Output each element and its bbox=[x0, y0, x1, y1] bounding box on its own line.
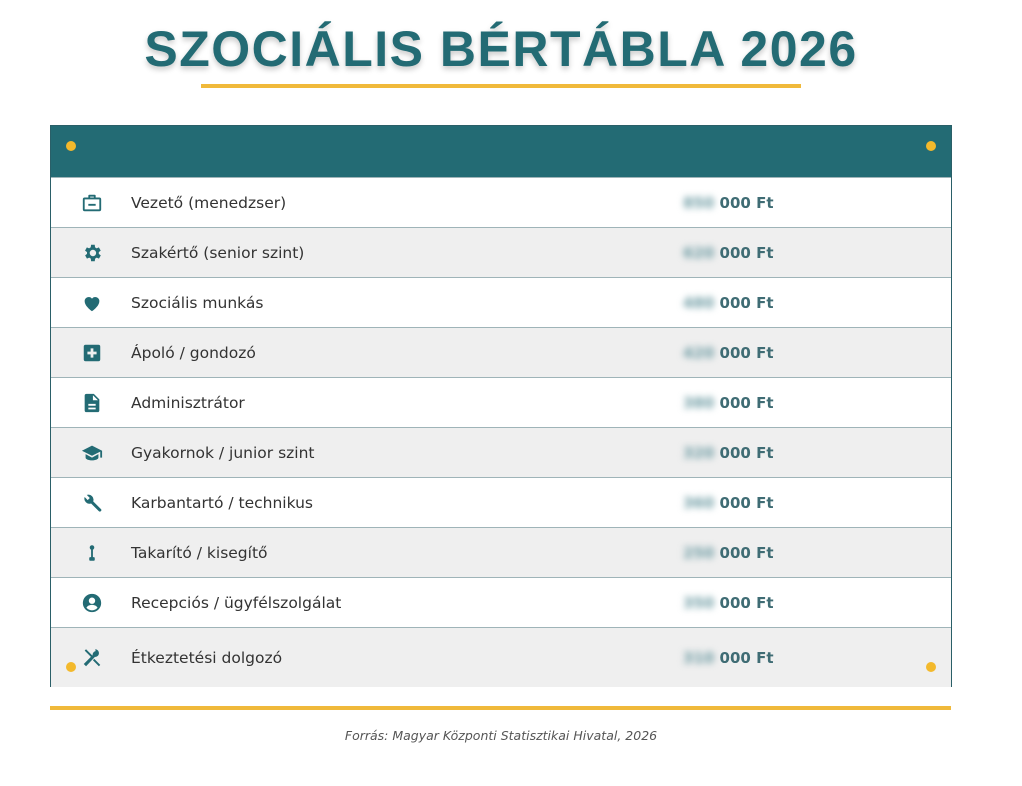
wrench-icon bbox=[51, 492, 131, 514]
table-row bbox=[51, 627, 951, 687]
briefcase-icon bbox=[51, 192, 131, 214]
page-title: SZOCIÁLIS BÉRTÁBLA 2026 bbox=[144, 21, 858, 77]
heart-icon bbox=[51, 292, 131, 314]
row-salary: 620 000 Ft bbox=[683, 243, 774, 262]
utensils-icon bbox=[51, 647, 131, 669]
decorative-dot bbox=[66, 662, 76, 672]
graduation-cap-icon bbox=[51, 442, 131, 464]
salary-table bbox=[50, 125, 952, 687]
row-label: Karbantartó / technikus bbox=[131, 493, 313, 512]
title-underline bbox=[201, 84, 801, 88]
footer-divider bbox=[50, 706, 951, 710]
row-salary: 420 000 Ft bbox=[683, 343, 774, 362]
row-label: Recepciós / ügyfélszolgálat bbox=[131, 593, 342, 612]
row-salary: 310 000 Ft bbox=[683, 648, 774, 667]
table-row bbox=[51, 177, 951, 227]
table-header bbox=[51, 126, 951, 177]
decorative-dot bbox=[66, 141, 76, 151]
row-label: Vezető (menedzser) bbox=[131, 193, 287, 212]
gear-icon bbox=[51, 242, 131, 264]
table-row bbox=[51, 327, 951, 377]
row-label: Szociális munkás bbox=[131, 293, 264, 312]
document-icon bbox=[51, 392, 131, 414]
row-label: Takarító / kisegítő bbox=[131, 543, 268, 562]
broom-icon bbox=[51, 542, 131, 564]
user-circle-icon bbox=[51, 592, 131, 614]
row-salary: 850 000 Ft bbox=[683, 193, 774, 212]
table-row bbox=[51, 527, 951, 577]
row-label: Szakértő (senior szint) bbox=[131, 243, 305, 262]
table-row bbox=[51, 377, 951, 427]
row-salary: 480 000 Ft bbox=[683, 293, 774, 312]
row-salary: 350 000 Ft bbox=[683, 593, 774, 612]
row-label: Ápoló / gondozó bbox=[131, 343, 256, 362]
table-row bbox=[51, 477, 951, 527]
row-label: Adminisztrátor bbox=[131, 393, 245, 412]
medical-plus-icon bbox=[51, 342, 131, 364]
row-salary: 380 000 Ft bbox=[683, 393, 774, 412]
source-note: Forrás: Magyar Központi Statisztikai Hivatal, 2026 bbox=[344, 728, 658, 743]
decorative-dot bbox=[926, 662, 936, 672]
table-row bbox=[51, 577, 951, 627]
table-row bbox=[51, 277, 951, 327]
decorative-dot bbox=[926, 141, 936, 151]
row-salary: 250 000 Ft bbox=[683, 543, 774, 562]
table-row bbox=[51, 227, 951, 277]
row-label: Étkeztetési dolgozó bbox=[131, 648, 283, 667]
table-row bbox=[51, 427, 951, 477]
row-salary: 360 000 Ft bbox=[683, 493, 774, 512]
row-label: Gyakornok / junior szint bbox=[131, 443, 315, 462]
row-salary: 320 000 Ft bbox=[683, 443, 774, 462]
